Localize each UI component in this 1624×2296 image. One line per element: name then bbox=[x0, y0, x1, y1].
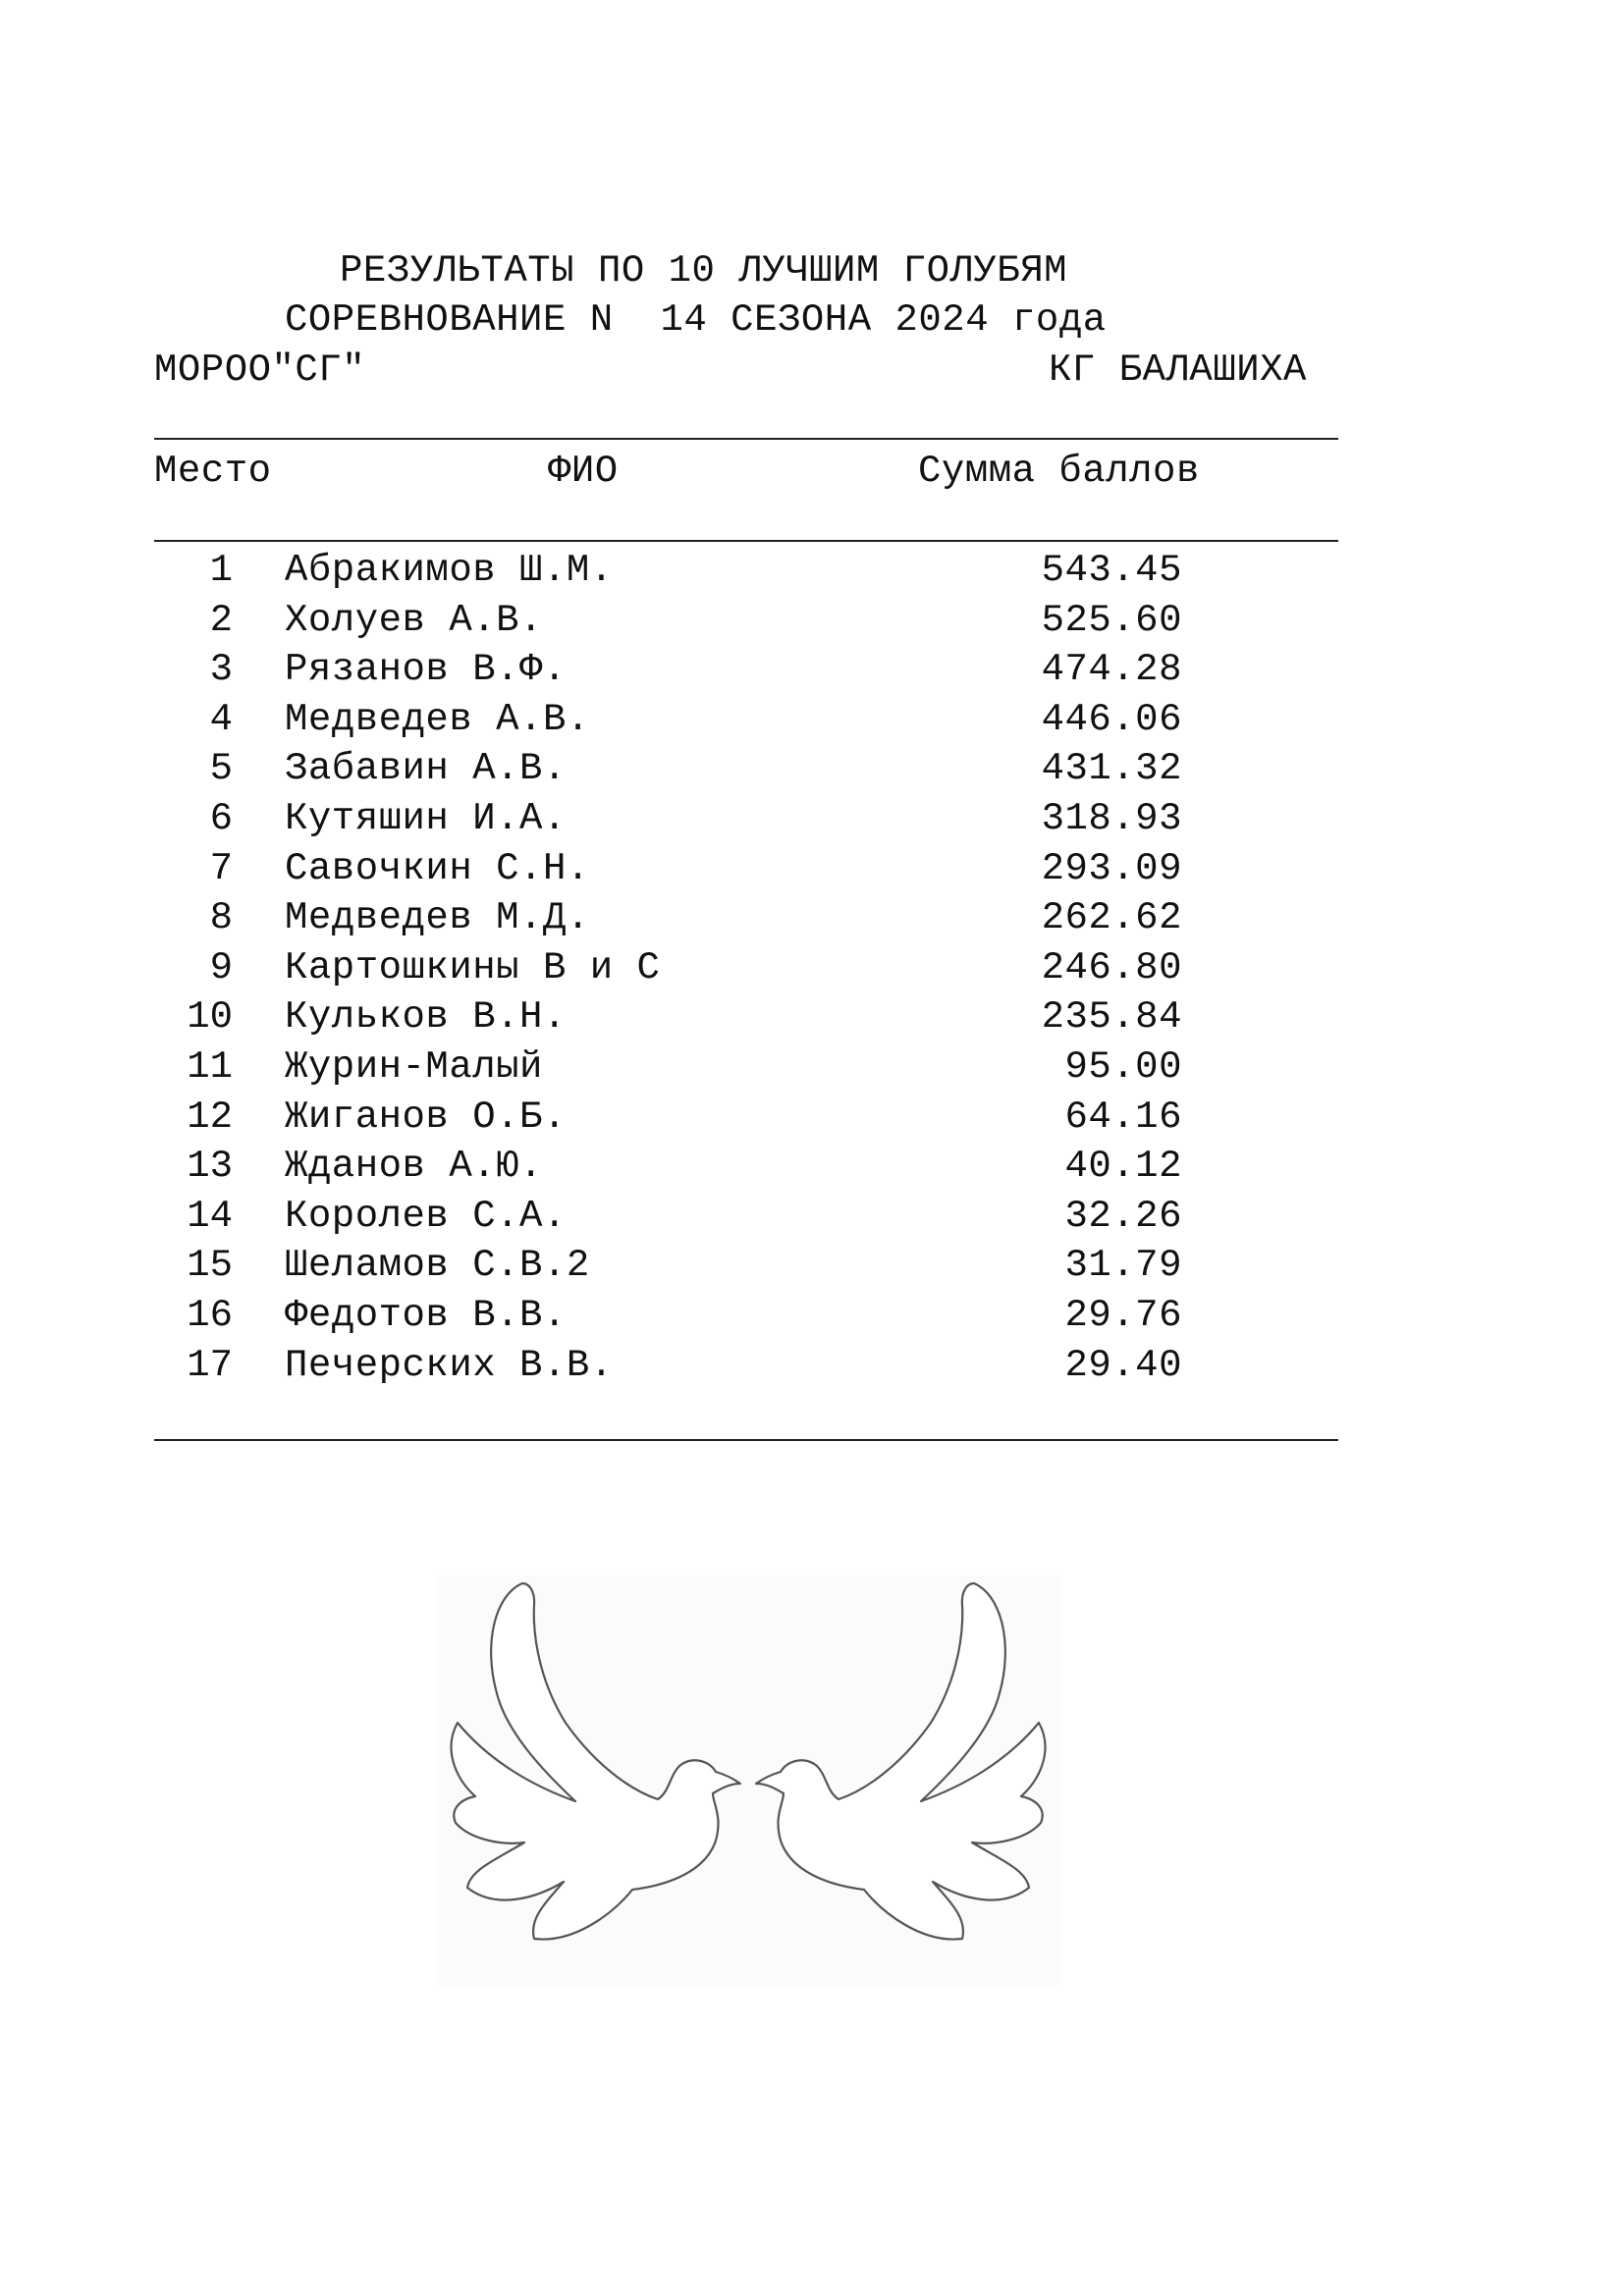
row-score: 64.16 bbox=[1064, 1095, 1182, 1139]
row-score: 29.40 bbox=[1064, 1343, 1182, 1387]
table-row bbox=[0, 943, 1624, 993]
table-row bbox=[0, 794, 1624, 844]
table-row bbox=[0, 992, 1624, 1042]
row-score: 32.26 bbox=[1064, 1194, 1182, 1238]
table-row bbox=[0, 1192, 1624, 1242]
table-row bbox=[0, 1291, 1624, 1341]
header-bottom-rule bbox=[154, 540, 1338, 542]
row-place: 3 bbox=[209, 648, 233, 692]
row-score: 318.93 bbox=[1041, 796, 1182, 840]
row-place: 1 bbox=[209, 549, 233, 592]
table-bottom-rule bbox=[154, 1439, 1338, 1441]
row-name: Холуев А.В. bbox=[285, 598, 543, 642]
table-row bbox=[0, 844, 1624, 894]
right-dove-icon bbox=[756, 1583, 1045, 1940]
row-place: 14 bbox=[187, 1194, 233, 1238]
row-name: Савочкин С.Н. bbox=[285, 846, 590, 890]
row-score: 40.12 bbox=[1064, 1145, 1182, 1189]
club-name: КГ БАЛАШИХА bbox=[1049, 348, 1307, 392]
table-row bbox=[0, 546, 1624, 596]
column-header-place: Место bbox=[154, 450, 272, 493]
row-name: Рязанов В.Ф. bbox=[285, 648, 567, 692]
row-score: 431.32 bbox=[1041, 747, 1182, 791]
table-row bbox=[0, 695, 1624, 745]
table-row bbox=[0, 1042, 1624, 1093]
row-place: 7 bbox=[209, 846, 233, 890]
row-name: Журин-Малый bbox=[285, 1044, 543, 1089]
row-place: 6 bbox=[209, 796, 233, 840]
organization-name: МОРОО"СГ" bbox=[154, 348, 366, 392]
row-name: Забавин А.В. bbox=[285, 747, 567, 791]
table-row bbox=[0, 1142, 1624, 1192]
row-place: 9 bbox=[209, 945, 233, 989]
row-name: Печерских В.В. bbox=[285, 1343, 614, 1387]
table-row bbox=[0, 645, 1624, 695]
row-score: 543.45 bbox=[1041, 549, 1182, 592]
table-row bbox=[0, 744, 1624, 794]
row-place: 11 bbox=[187, 1044, 233, 1089]
two-doves-icon bbox=[436, 1575, 1060, 1986]
row-name: Медведев М.Д. bbox=[285, 896, 590, 940]
row-name: Картошкины В и С bbox=[285, 945, 661, 989]
row-score: 235.84 bbox=[1041, 995, 1182, 1040]
row-score: 31.79 bbox=[1064, 1244, 1182, 1288]
row-score: 474.28 bbox=[1041, 648, 1182, 692]
column-header-name: ФИО bbox=[548, 450, 619, 493]
row-name: Жиганов О.Б. bbox=[285, 1095, 567, 1139]
row-score: 446.06 bbox=[1041, 697, 1182, 741]
column-header-score: Сумма баллов bbox=[918, 450, 1200, 493]
row-place: 13 bbox=[187, 1145, 233, 1189]
table-row bbox=[0, 1341, 1624, 1391]
row-place: 8 bbox=[209, 896, 233, 940]
row-place: 4 bbox=[209, 697, 233, 741]
row-name: Федотов В.В. bbox=[285, 1293, 567, 1337]
row-place: 2 bbox=[209, 598, 233, 642]
row-place: 15 bbox=[187, 1244, 233, 1288]
table-top-rule bbox=[154, 438, 1338, 440]
table-row bbox=[0, 1093, 1624, 1143]
table-row bbox=[0, 893, 1624, 943]
row-name: Кутяшин И.А. bbox=[285, 796, 567, 840]
table-row bbox=[0, 1241, 1624, 1291]
left-dove-icon bbox=[452, 1583, 740, 1940]
row-score: 525.60 bbox=[1041, 598, 1182, 642]
row-score: 29.76 bbox=[1064, 1293, 1182, 1337]
row-score: 246.80 bbox=[1041, 945, 1182, 989]
row-place: 5 bbox=[209, 747, 233, 791]
row-name: Кульков В.Н. bbox=[285, 995, 567, 1040]
row-name: Жданов А.Ю. bbox=[285, 1145, 543, 1189]
row-score: 95.00 bbox=[1064, 1044, 1182, 1089]
row-place: 16 bbox=[187, 1293, 233, 1337]
row-place: 12 bbox=[187, 1095, 233, 1139]
row-score: 262.62 bbox=[1041, 896, 1182, 940]
table-row bbox=[0, 596, 1624, 646]
row-name: Абракимов Ш.М. bbox=[285, 549, 614, 592]
results-table-body bbox=[0, 546, 1624, 1390]
row-place: 17 bbox=[187, 1343, 233, 1387]
row-name: Королев С.А. bbox=[285, 1194, 567, 1238]
competition-subtitle: СОРЕВНОВАНИЕ N 14 СЕЗОНА 2024 года bbox=[285, 298, 1107, 342]
row-name: Шеламов С.В.2 bbox=[285, 1244, 590, 1288]
document-title: РЕЗУЛЬТАТЫ ПО 10 ЛУЧШИМ ГОЛУБЯМ bbox=[340, 249, 1068, 293]
row-score: 293.09 bbox=[1041, 846, 1182, 890]
row-name: Медведев А.В. bbox=[285, 697, 590, 741]
row-place: 10 bbox=[187, 995, 233, 1040]
